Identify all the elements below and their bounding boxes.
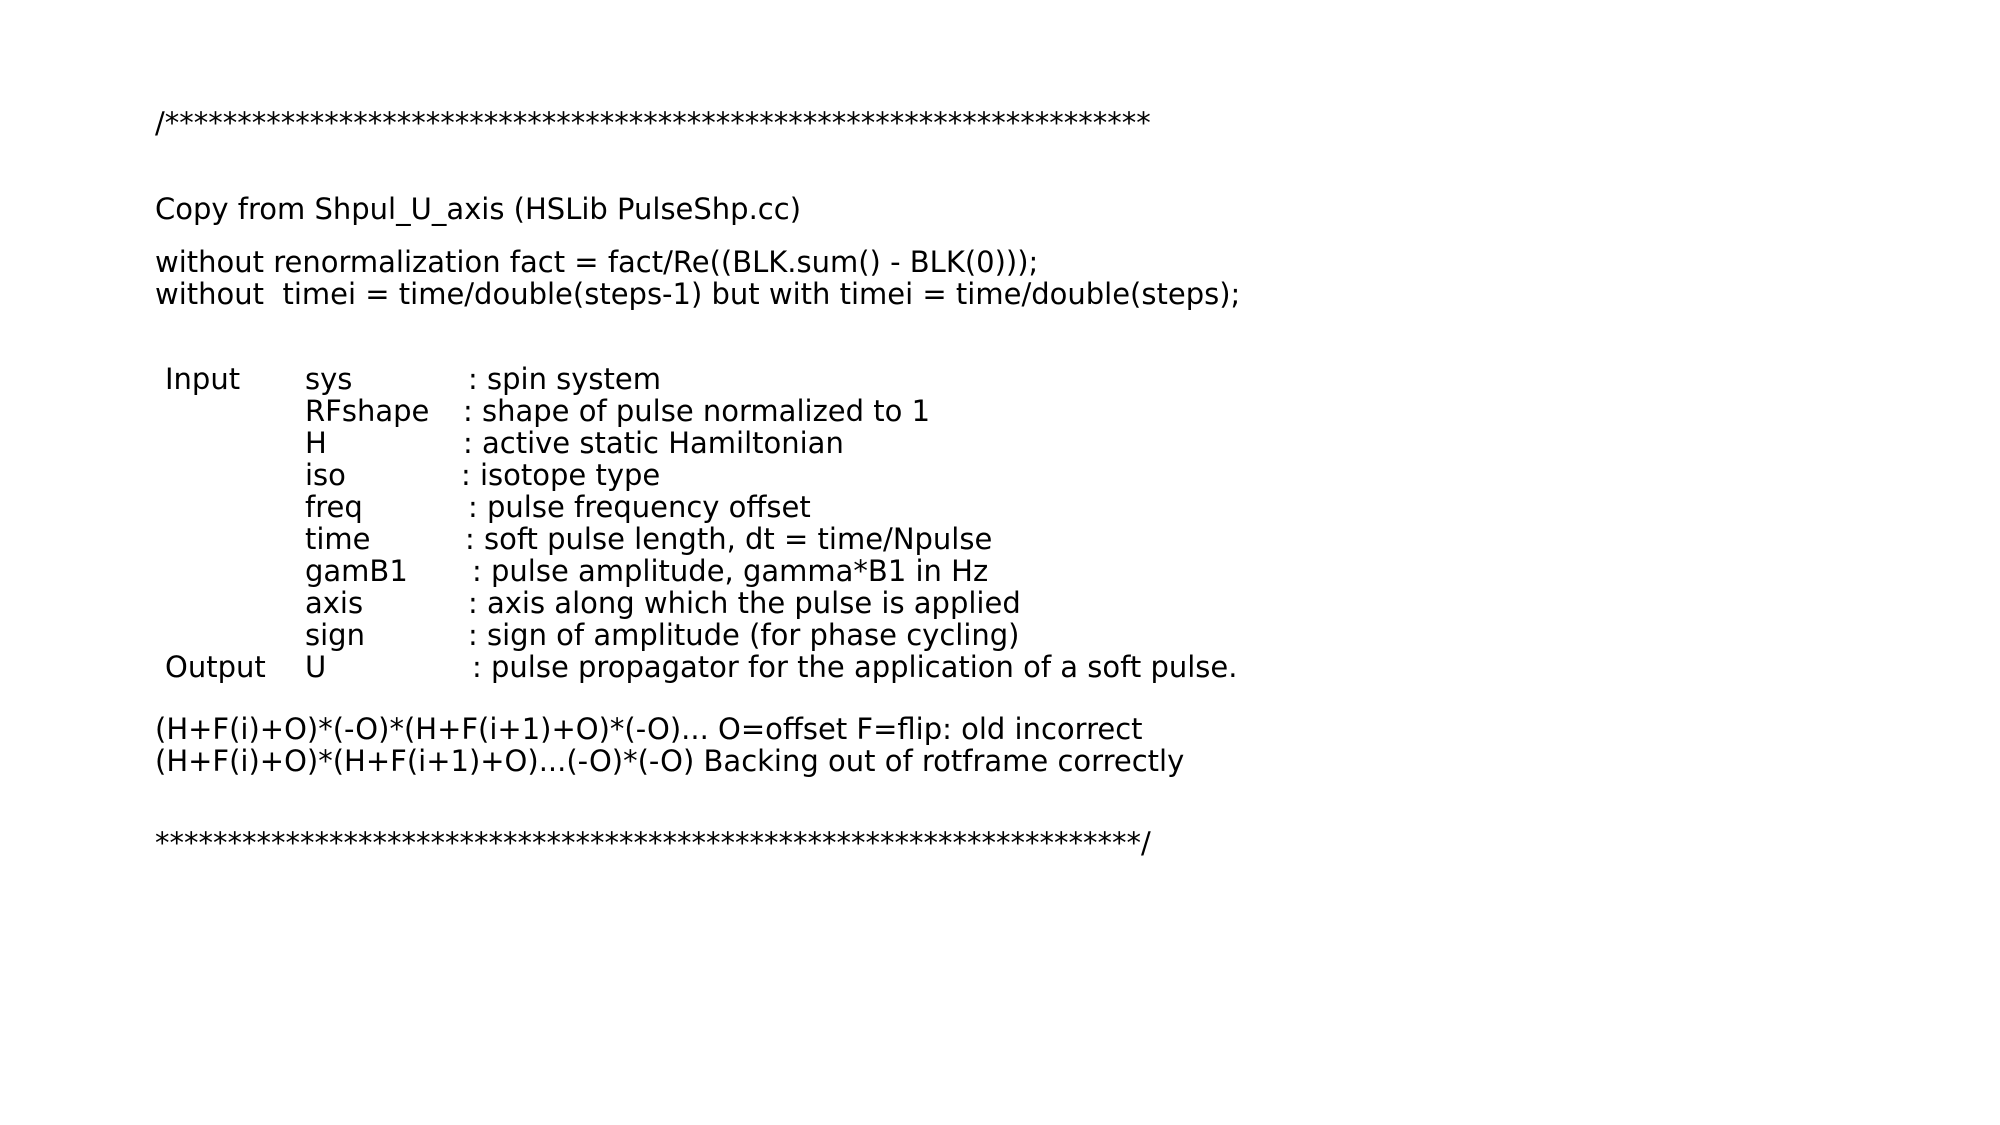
param-name: gamB1 — [305, 554, 408, 588]
comment-title: Copy from Shpul_U_axis (HSLib PulseShp.cc) — [155, 192, 802, 226]
param-name: freq — [305, 490, 363, 524]
formula-correct: (H+F(i)+O)*(H+F(i+1)+O)...(-O)*(-O) Backing out of rotframe correctly — [155, 744, 1185, 778]
comment-note-renormalization: without renormalization fact = fact/Re((BLK.sum() - BLK(0))); — [155, 245, 1039, 279]
param-name: axis — [305, 586, 364, 620]
param-name: time — [305, 522, 371, 556]
param-name: U — [305, 650, 327, 684]
param-name: sys — [305, 362, 353, 396]
param-description: : isotope type — [461, 458, 661, 492]
param-name: RFshape — [305, 394, 430, 428]
param-description: : pulse propagator for the application of a soft pulse. — [472, 650, 1238, 684]
comment-note-timei: without timei = time/double(steps-1) but with timei = time/double(steps); — [155, 277, 1241, 311]
param-description: : axis along which the pulse is applied — [468, 586, 1021, 620]
input-label: Input — [165, 362, 241, 396]
param-name: sign — [305, 618, 365, 652]
param-name: iso — [305, 458, 346, 492]
comment-close-rule: ********************************************************************/ — [155, 826, 1151, 860]
param-description: : soft pulse length, dt = time/Npulse — [465, 522, 993, 556]
param-name: H — [305, 426, 327, 460]
param-description: : active static Hamiltonian — [463, 426, 844, 460]
formula-old-incorrect: (H+F(i)+O)*(-O)*(H+F(i+1)+O)*(-O)... O=offset F=flip: old incorrect — [155, 712, 1143, 746]
output-label: Output — [165, 650, 266, 684]
param-description: : sign of amplitude (for phase cycling) — [468, 618, 1020, 652]
param-description: : pulse frequency offset — [468, 490, 811, 524]
param-description: : spin system — [468, 362, 662, 396]
comment-open-rule: /******************************************************************** — [155, 106, 1151, 140]
param-description: : pulse amplitude, gamma*B1 in Hz — [472, 554, 989, 588]
param-description: : shape of pulse normalized to 1 — [463, 394, 931, 428]
